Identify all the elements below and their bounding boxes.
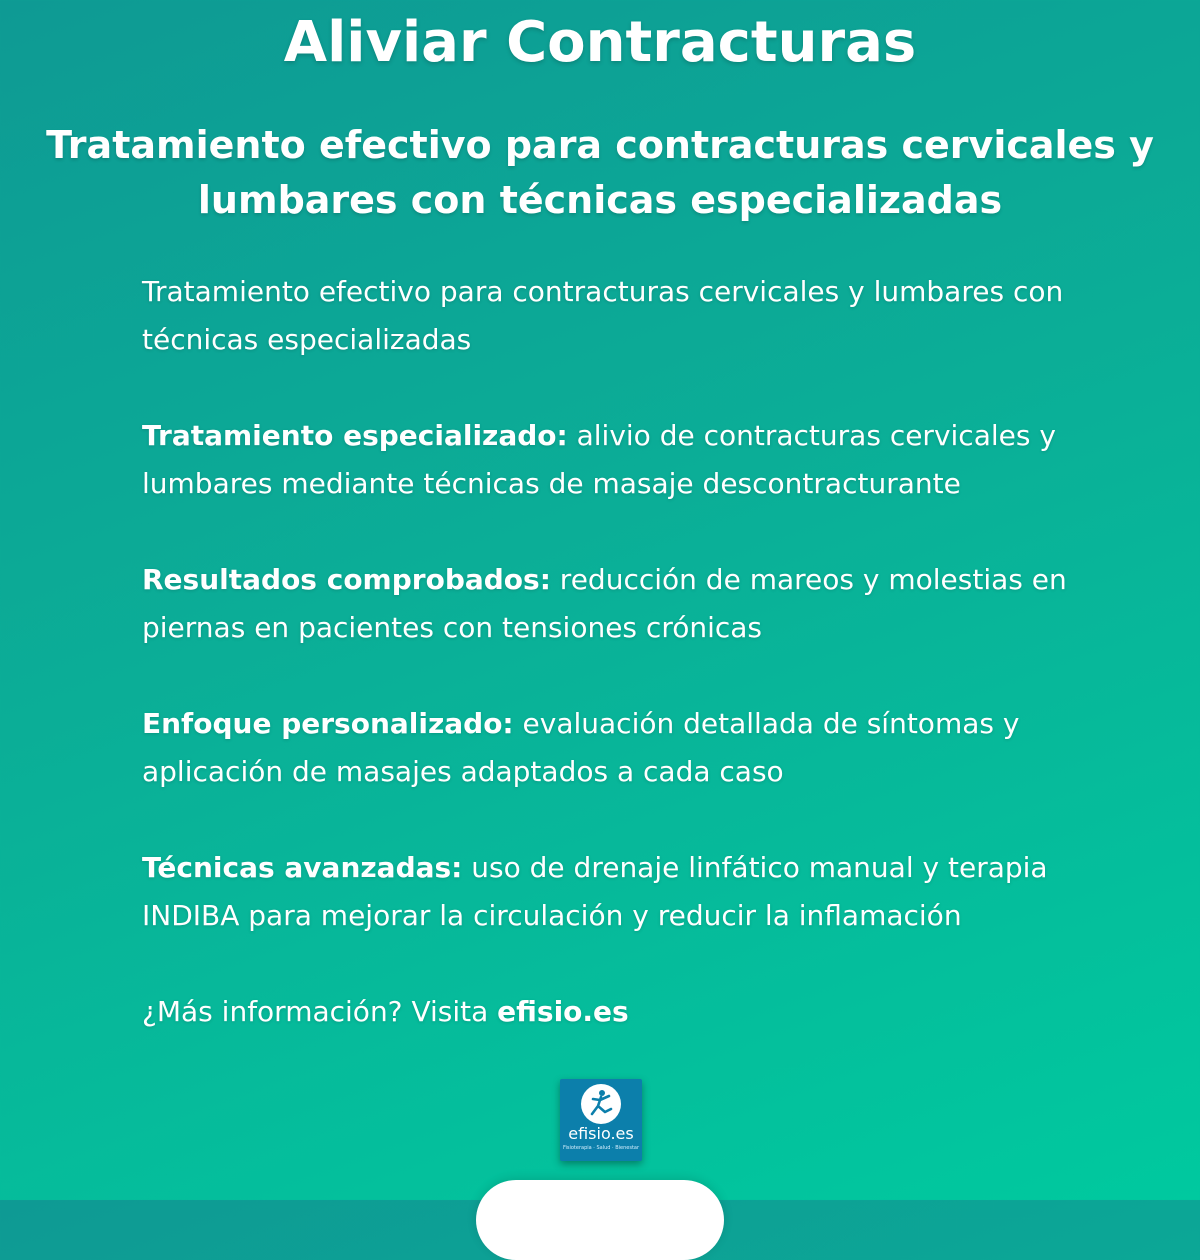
page-title: Aliviar Contracturas	[283, 10, 917, 75]
efisio-logo[interactable]	[560, 1079, 642, 1161]
more-info-line	[142, 988, 1072, 1036]
feature-item-personalized	[142, 700, 1072, 796]
main-content	[142, 268, 1072, 1084]
person-stretching-icon	[581, 1084, 621, 1124]
cta-button[interactable]	[476, 1180, 724, 1260]
site-link[interactable]: efisio.es	[497, 995, 629, 1028]
intro-text: Tratamiento efectivo para contracturas cervicales y lumbares con técnicas especializadas	[142, 275, 1064, 356]
feature-text: uso de drenaje linfático manual y terapia INDIBA para mejorar la circulación y reducir la inflamación	[142, 851, 1048, 932]
logo-circle-icon	[581, 1084, 621, 1124]
feature-item-results	[142, 556, 1072, 652]
feature-label: Enfoque personalizado:	[142, 707, 514, 740]
logo-text: efisio.es	[568, 1124, 634, 1143]
feature-text: reducción de mareos y molestias en piernas en pacientes con tensiones crónicas	[142, 563, 1067, 644]
feature-label: Resultados comprobados:	[142, 563, 551, 596]
feature-item-advanced	[142, 844, 1072, 940]
feature-text: evaluación detallada de síntomas y aplicación de masajes adaptados a cada caso	[142, 707, 1020, 788]
feature-item-specialized	[142, 412, 1072, 508]
logo-tagline: Fisioterapia · Salud · Bienestar	[562, 1145, 640, 1151]
more-info-text: ¿Más información? Visita	[142, 995, 498, 1028]
feature-label: Tratamiento especializado:	[142, 419, 568, 452]
page-subtitle: Tratamiento efectivo para contracturas cervicales y lumbares con técnicas especializadas	[46, 123, 1154, 222]
feature-text: alivio de contracturas cervicales y lumbares mediante técnicas de masaje descontracturante	[142, 419, 1056, 500]
feature-label: Técnicas avanzadas:	[142, 851, 463, 884]
